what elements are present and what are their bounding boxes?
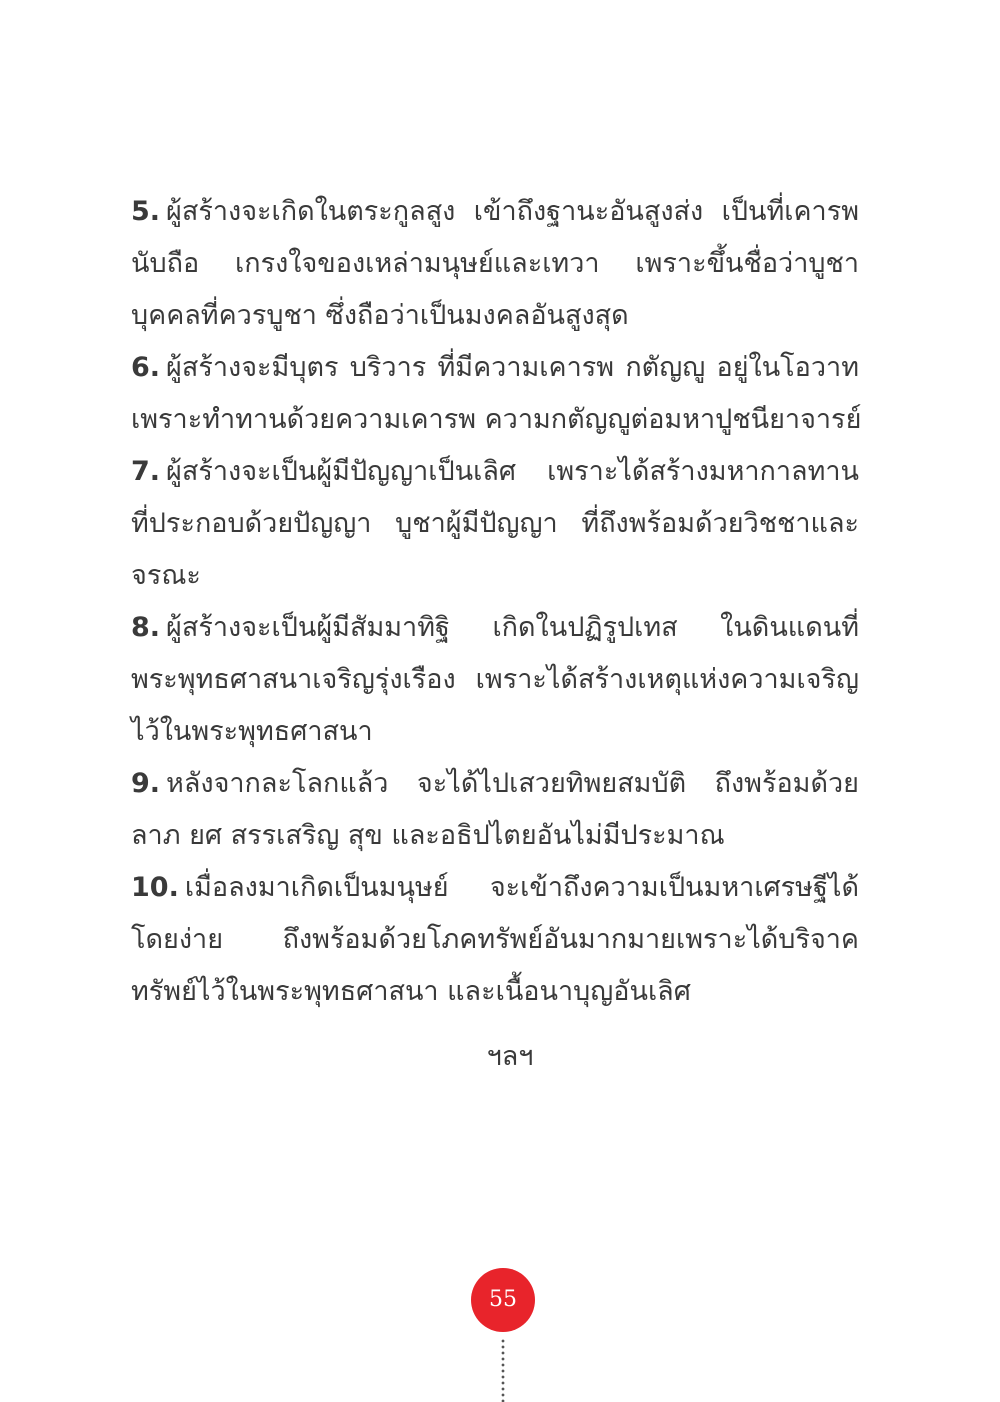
item-6-line-2 bbox=[131, 394, 862, 446]
item-8-text-1: ผู้สร้างจะเป็นผู้มีสัมมาทิฐิ เกิดในปฏิรูปเทส ในดินแดนที่ bbox=[166, 612, 859, 643]
item-10-line-3 bbox=[131, 966, 859, 1018]
item-10-text-3: ทรัพย์ไว้ในพระพุทธศาสนา และเนื้อนาบุญอันเลิศ bbox=[131, 976, 691, 1007]
item-7-line-3 bbox=[131, 550, 859, 602]
document-body bbox=[131, 186, 862, 1018]
item-10-line-2 bbox=[131, 914, 859, 966]
item-8-line-3 bbox=[131, 706, 859, 758]
item-6-line-1 bbox=[131, 342, 859, 394]
item-6-number: 6. bbox=[131, 352, 161, 383]
item-5-line-3 bbox=[131, 290, 859, 342]
item-5-number: 5. bbox=[131, 196, 161, 227]
item-6-text-2: เพราะทำทานด้วยความเคารพ ความกตัญญูต่อมหาปูชนียาจารย์ bbox=[131, 404, 862, 435]
item-8-text-2: พระพุทธศาสนาเจริญรุ่งเรือง เพราะได้สร้างเหตุแห่งความเจริญ bbox=[131, 664, 859, 695]
item-5-text-3: บุคคลที่ควรบูชา ซึ่งถือว่าเป็นมงคลอันสูงสุด bbox=[131, 300, 629, 331]
item-9-text-1: หลังจากละโลกแล้ว จะได้ไปเสวยทิพยสมบัติ ถึงพร้อมด้วย bbox=[166, 768, 859, 799]
item-9-text-2: ลาภ ยศ สรรเสริญ สุข และอธิปไตยอันไม่มีประมาณ bbox=[131, 820, 725, 851]
item-5-text-1: ผู้สร้างจะเกิดในตระกูลสูง เข้าถึงฐานะอันสูงส่ง เป็นที่เคารพ bbox=[166, 196, 859, 227]
item-9-line-1 bbox=[131, 758, 859, 810]
item-7-line-2 bbox=[131, 498, 859, 550]
item-5-line-1 bbox=[131, 186, 859, 238]
item-5-text-2: นับถือ เกรงใจของเหล่ามนุษย์และเทวา เพราะขึ้นชื่อว่าบูชา bbox=[131, 248, 859, 279]
item-7-line-1 bbox=[131, 446, 859, 498]
item-7-text-3: จรณะ bbox=[131, 560, 201, 591]
item-8-text-3: ไว้ในพระพุทธศาสนา bbox=[131, 716, 373, 747]
item-9-line-2 bbox=[131, 810, 859, 862]
dotted-line-decoration bbox=[501, 1338, 505, 1402]
item-5-line-2 bbox=[131, 238, 859, 290]
item-7-number: 7. bbox=[131, 456, 161, 487]
ending-mark: ฯลฯ bbox=[486, 1041, 534, 1072]
item-6-text-1: ผู้สร้างจะมีบุตร บริวาร ที่มีความเคารพ กตัญญู อยู่ในโอวาท bbox=[166, 352, 859, 383]
item-7-text-2: ที่ประกอบด้วยปัญญา บูชาผู้มีปัญญา ที่ถึงพร้อมด้วยวิชชาและ bbox=[131, 508, 859, 539]
item-7-text-1: ผู้สร้างจะเป็นผู้มีปัญญาเป็นเลิศ เพราะได้สร้างมหากาลทาน bbox=[166, 456, 859, 487]
item-9-number: 9. bbox=[131, 768, 161, 799]
item-8-line-2 bbox=[131, 654, 859, 706]
item-10-line-1 bbox=[131, 862, 859, 914]
item-10-text-1: เมื่อลงมาเกิดเป็นมนุษย์ จะเข้าถึงความเป็นมหาเศรษฐีได้ bbox=[184, 872, 859, 903]
item-8-line-1 bbox=[131, 602, 859, 654]
page-number-badge: 55 bbox=[471, 1268, 535, 1332]
item-10-text-2: โดยง่าย ถึงพร้อมด้วยโภคทรัพย์อันมากมายเพราะได้บริจาค bbox=[131, 924, 859, 955]
item-10-number: 10. bbox=[131, 872, 179, 903]
item-8-number: 8. bbox=[131, 612, 161, 643]
